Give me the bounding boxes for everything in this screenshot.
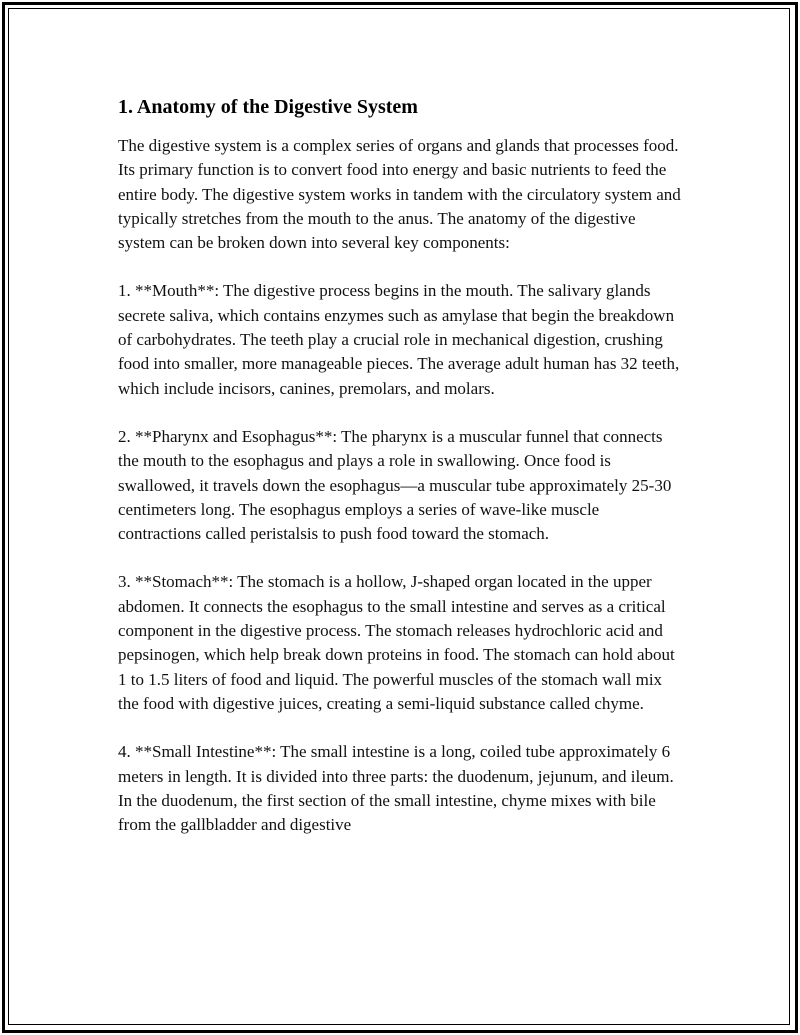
intro-paragraph: The digestive system is a complex series of organs and glands that processes food. Its primary function is to convert food into energy and basic nutrients to feed the entire body. The digestive system works in tandem with the circulatory system and typically stretches from the mouth to the anus. The anatomy of the digestive system can be broken down into several key components:: [118, 136, 681, 253]
stomach-paragraph: 3. **Stomach**: The stomach is a hollow, J-shaped organ located in the upper abdomen. It connects the esophagus to the small intestine and serves as a critical component in the digestive process. The stomach releases hydrochloric acid and pepsinogen, which help break down proteins in food. The stomach can hold about 1 to 1.5 liters of food and liquid. The powerful muscles of the stomach wall mix the food with digestive juices, creating a semi-liquid substance called chyme.: [118, 572, 675, 713]
pharynx-esophagus-paragraph: 2. **Pharynx and Esophagus**: The pharynx is a muscular funnel that connects the mouth to the esophagus and plays a role in swallowing. Once food is swallowed, it travels down the esophagus—a muscular tube approximately 25-30 centimeters long. The esophagus employs a series of wave-like muscle contractions called peristalsis to push food toward the stomach.: [118, 426, 672, 544]
mouth-paragraph: 1. **Mouth**: The digestive process begins in the mouth. The salivary glands secrete saliva, which contains enzymes such as amylase that begin the breakdown of carbohydrates. The teeth play a crucial role in mechanical digestion, crushing food into smaller, more manageable pieces. The average adult human has 32 teeth, which include incisors, canines, premolars, and molars.: [118, 281, 680, 398]
small-intestine-paragraph: 4. **Small Intestine**: The small intestine is a long, coiled tube approximately 6 meters in length. It is divided into three parts: the duodenum, jejunum, and ileum. In the duodenum, the first section of the small intestine, chyme mixes with bile from the gallbladder and digestive: [118, 742, 674, 835]
document-body: [118, 94, 684, 837]
section-title: 1. Anatomy of the Digestive System: [118, 96, 418, 118]
